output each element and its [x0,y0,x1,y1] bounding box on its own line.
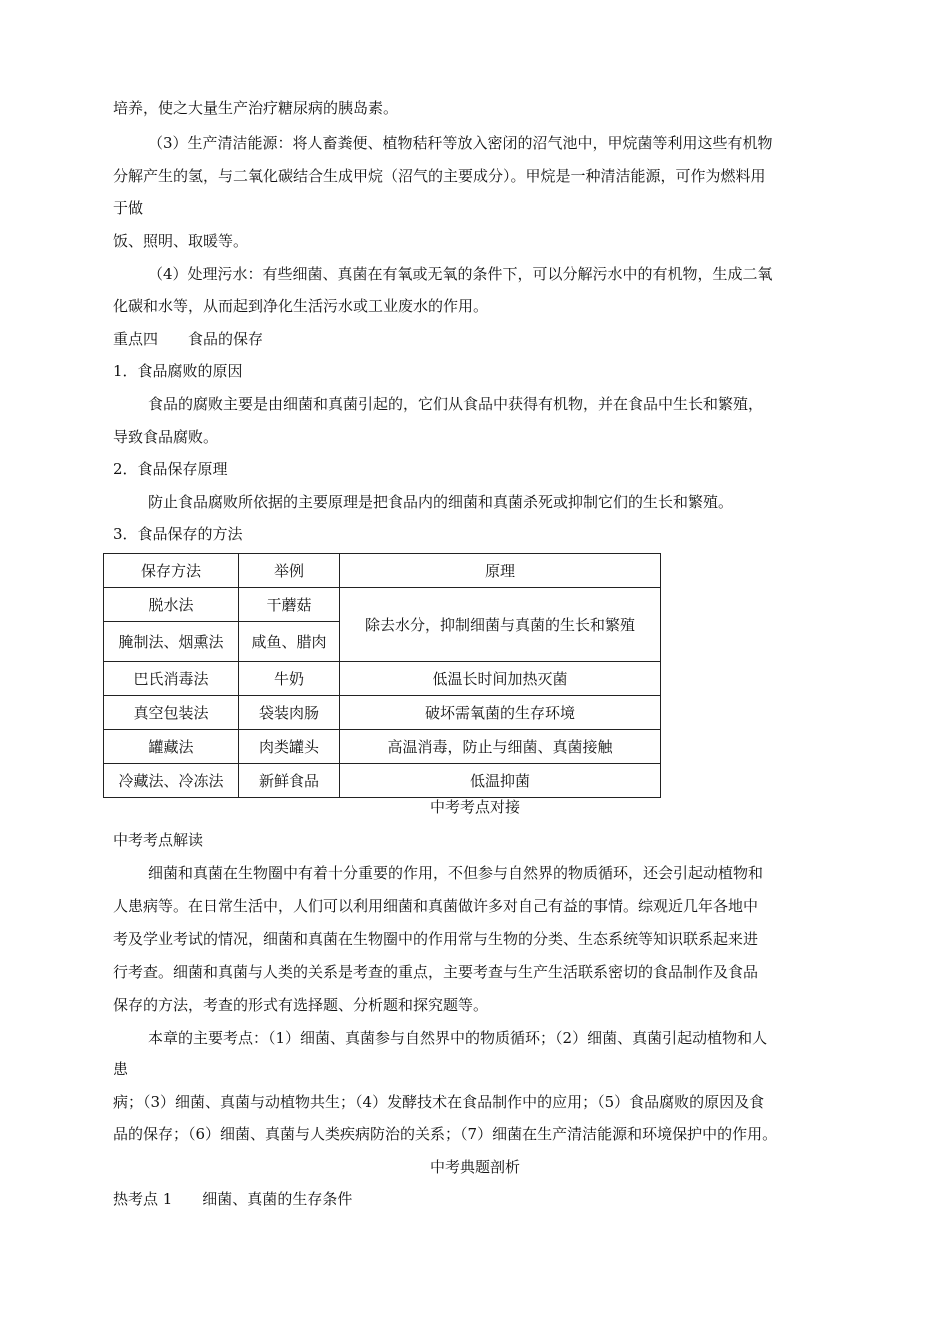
paragraph-line: 细菌和真菌在生物圈中有着十分重要的作用，不但参与自然界的物质循环，还会引起动植物和 [148,864,764,882]
paragraph-line: 行考查。细菌和真菌与人类的关系是考查的重点，主要考查与生产生活联系密切的食品制作及食品 [113,963,759,981]
table-row [104,696,661,730]
table-cell-principle: 低温长时间加热灭菌 [340,662,661,696]
table-cell-example: 干蘑菇 [239,588,340,622]
table-cell-principle: 高温消毒，防止与细菌、真菌接触 [340,730,661,764]
table-cell-principle: 低温抑菌 [340,764,661,798]
table-cell-example: 袋装肉肠 [239,696,340,730]
table-cell-example: 咸鱼、腊肉 [239,622,340,662]
table-header-cell: 原理 [340,554,661,588]
table-cell-example: 肉类罐头 [239,730,340,764]
table-row [104,588,661,622]
paragraph-line: 分解产生的氢，与二氧化碳结合生成甲烷（沼气的主要成分）。甲烷是一种清洁能源，可作为燃料用 [113,167,766,185]
table-row [104,764,661,798]
table-header-row [104,554,661,588]
food-preservation-table [103,553,661,798]
section-heading: 热考点 1 细菌、真菌的生存条件 [113,1190,353,1208]
paragraph-line: 于做 [113,199,144,217]
paragraph-line: 化碳和水等，从而起到净化生活污水或工业废水的作用。 [113,297,489,315]
table-cell-principle-merged: 除去水分，抑制细菌与真菌的生长和繁殖 [340,588,661,662]
table-cell-example: 牛奶 [239,662,340,696]
paragraph-line: 考及学业考试的情况，细菌和真菌在生物圈中的作用常与生物的分类、生态系统等知识联系起来进 [113,930,759,948]
table-cell-principle: 破坏需氧菌的生存环境 [340,696,661,730]
subsection-heading: 3．食品保存的方法 [113,525,243,543]
table-cell-method: 腌制法、烟熏法 [104,622,239,662]
paragraph-line: 患 [113,1060,129,1078]
paragraph-line: 品的保存；（6）细菌、真菌与人类疾病防治的关系；（7）细菌在生产清洁能源和环境保护中的作用。 [113,1125,778,1143]
paragraph-line: 保存的方法，考查的形式有选择题、分析题和探究题等。 [113,996,489,1014]
table-row [104,730,661,764]
table-header-cell: 保存方法 [104,554,239,588]
paragraph-line: 防止食品腐败所依据的主要原理是把食品内的细菌和真菌杀死或抑制它们的生长和繁殖。 [148,493,734,511]
paragraph-line: 培养，使之大量生产治疗糖尿病的胰岛素。 [113,99,399,117]
table-cell-method: 真空包装法 [104,696,239,730]
paragraph-line: 饭、照明、取暖等。 [113,232,249,250]
table-cell-example: 新鲜食品 [239,764,340,798]
table-cell-method: 罐藏法 [104,730,239,764]
table-header-cell: 举例 [239,554,340,588]
paragraph-line: 本章的主要考点：（1）细菌、真菌参与自然界中的物质循环；（2）细菌、真菌引起动植物和人 [148,1029,768,1047]
paragraph-line: 病；（3）细菌、真菌与动植物共生；（4）发酵技术在食品制作中的应用；（5）食品腐败的原因及食 [113,1093,765,1111]
section-heading: 中考考点解读 [113,831,204,849]
table-cell-method: 脱水法 [104,588,239,622]
section-heading-centered: 中考典题剖析 [429,1158,520,1176]
table-cell-method: 冷藏法、冷冻法 [104,764,239,798]
section-heading-centered: 中考考点对接 [429,798,520,816]
section-heading: 重点四 食品的保存 [113,330,264,348]
subsection-heading: 1．食品腐败的原因 [113,362,243,380]
subsection-heading: 2．食品保存原理 [113,460,228,478]
paragraph-line: 食品的腐败主要是由细菌和真菌引起的，它们从食品中获得有机物，并在食品中生长和繁殖， [148,395,764,413]
paragraph-line: 人患病等。在日常生活中，人们可以利用细菌和真菌做许多对自己有益的事情。综观近几年各地中 [113,897,759,915]
paragraph-line: （4）处理污水：有些细菌、真菌在有氧或无氧的条件下，可以分解污水中的有机物，生成二氧 [148,265,773,283]
table-row [104,662,661,696]
paragraph-line: （3）生产清洁能源：将人畜粪便、植物秸秆等放入密闭的沼气池中，甲烷菌等利用这些有机物 [148,134,773,152]
paragraph-line: 导致食品腐败。 [113,428,219,446]
table-cell-method: 巴氏消毒法 [104,662,239,696]
